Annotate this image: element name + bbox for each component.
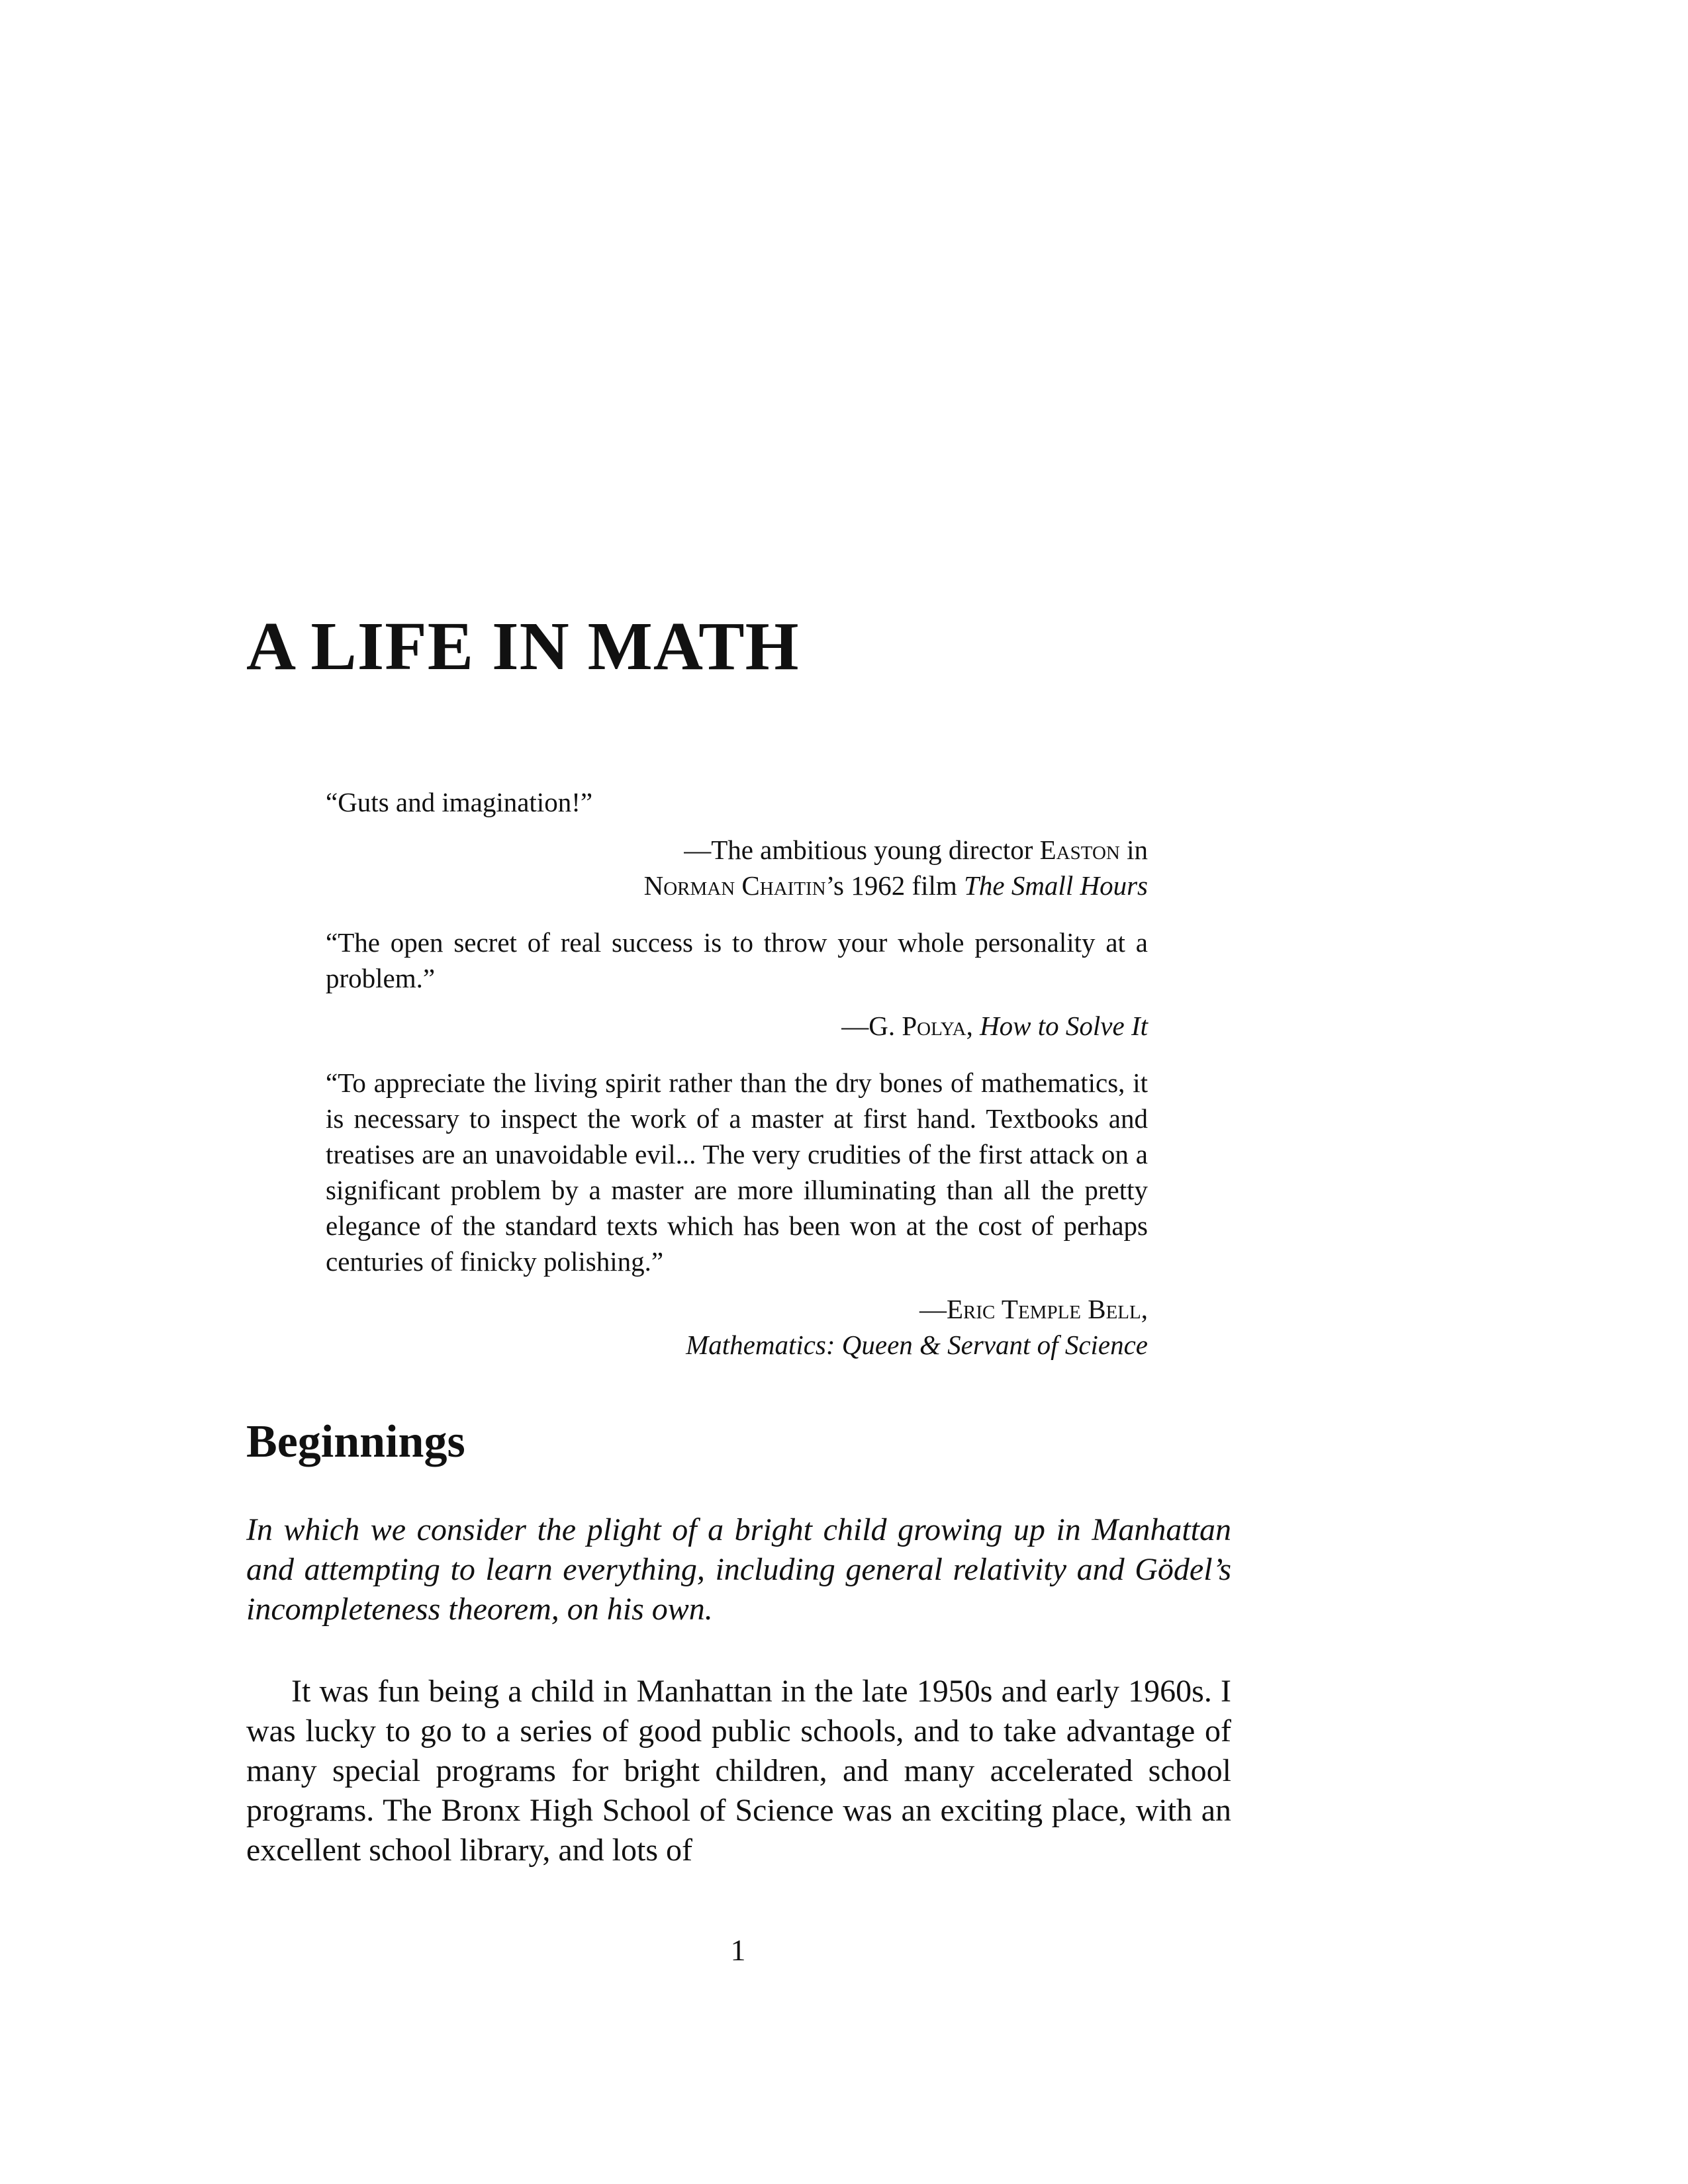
attrib-1-work: The Small Hours [964, 870, 1148, 901]
attrib-2-prefix: — [841, 1011, 869, 1041]
section-intro: In which we consider the plight of a bright child growing up in Manhattan and attempting to learn everything, including general relativity and Gödel’s incompleteness theorem, on his own. [246, 1512, 1231, 1627]
attrib-1-mid: ’s 1962 film [825, 870, 964, 901]
attrib-3-prefix: — [919, 1294, 947, 1324]
epigraph-quote-1: “Guts and imagination!” [326, 787, 593, 817]
chapter-title: A LIFE IN MATH [246, 608, 800, 684]
attrib-3-sep: , [1141, 1294, 1148, 1324]
attrib-1-person: Easton [1039, 835, 1120, 865]
section-title: Beginnings [246, 1416, 465, 1467]
page-number-container [0, 1933, 1688, 1968]
epigraph-quote-3: “To appreciate the living spirit rather than the dry bones of mathematics, it is necessary to inspect the work of a master at first hand. Textbooks and treatises are an unavoidable evil... The very crudities of the first attack on a significant problem by a master are more illuminating than all the pretty elegance of the standard texts which has been won at the cost of perhaps centuries of finicky polishing.” [326, 1068, 1148, 1277]
epigraph-attribution-1 [326, 832, 1148, 903]
attrib-1-author: Norman Chaitin [643, 870, 826, 901]
attrib-1-suffix: in [1119, 835, 1148, 865]
epigraph-quote-2: “The open secret of real success is to throw your whole personality at a problem.” [326, 927, 1148, 993]
body-paragraph: It was fun being a child in Manhattan in the late 1950s and early 1960s. I was lucky to go to a series of good public schools, and to take advantage of many special programs for bright children, and many accelerated school programs. The Bronx High School of Science was an exciting place, with an excellent school library, and lots of [246, 1674, 1231, 1868]
attrib-2-work: How to Solve It [980, 1011, 1148, 1041]
epigraph-attribution-3 [326, 1291, 1148, 1363]
attrib-3-author: Eric Temple Bell [947, 1294, 1141, 1324]
attrib-2-author: G. Polya [868, 1011, 966, 1041]
attrib-2-sep: , [966, 1011, 980, 1041]
epigraph-attribution-2 [326, 1008, 1148, 1044]
page-number: 1 [730, 1933, 746, 1967]
attrib-1-prefix: —The ambitious young director [684, 835, 1040, 865]
attrib-3-work: Mathematics: Queen & Servant of Science [686, 1330, 1148, 1360]
epigraphs [326, 784, 1148, 1363]
